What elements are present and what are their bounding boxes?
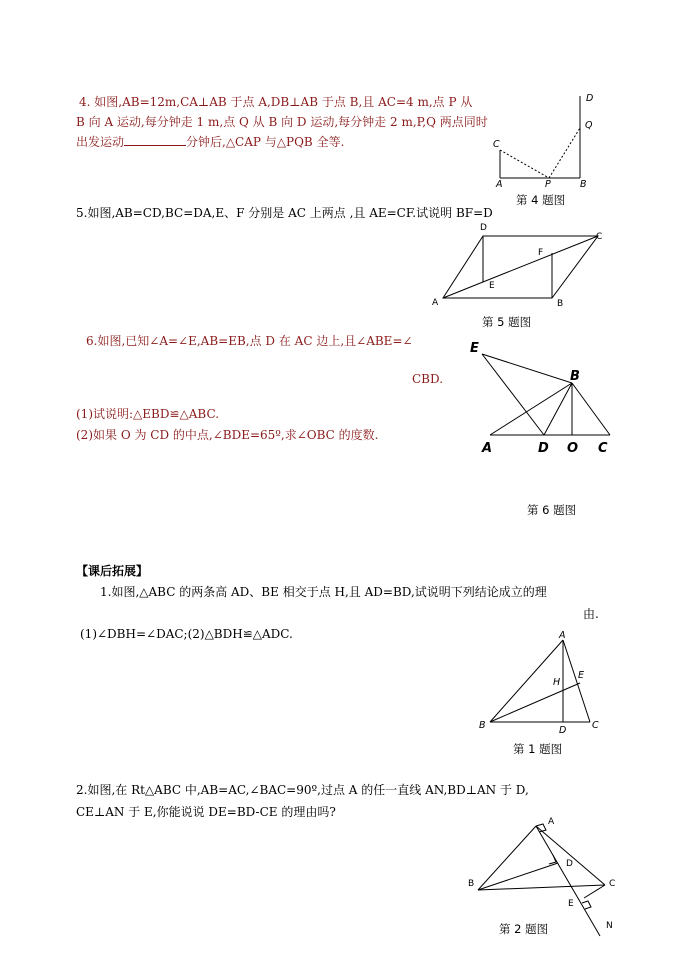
p6-label-E: E	[470, 341, 479, 356]
p6-figure	[460, 336, 625, 461]
p6-line1-cont: CBD.	[412, 372, 444, 386]
ext-q2-figure	[460, 800, 630, 940]
p4-line3-prefix: 出发运动	[76, 135, 125, 149]
ext-q1-line2: 由.	[583, 607, 599, 621]
ext-q2-label-N: N	[606, 921, 613, 931]
p6-label-O: O	[567, 441, 579, 456]
ext-q1-line3: (1)∠DBH=∠DAC;(2)△BDH≌△ADC.	[80, 627, 293, 641]
p6-q2: (2)如果 O 为 CD 的中点,∠BDE=65º,求∠OBC 的度数.	[76, 428, 379, 442]
ext-q2-line2: CE⊥AN 于 E,你能说说 DE=BD-CE 的理由吗?	[76, 805, 336, 819]
p6-label-A: A	[482, 441, 493, 456]
p6-label-D: D	[538, 441, 549, 456]
ext-q1-figure	[475, 628, 605, 736]
ext-q1-label-H: H	[553, 677, 561, 688]
ext-q1-label-E: E	[578, 670, 585, 681]
p5-label-A: A	[432, 298, 439, 308]
p6-caption: 第 6 题图	[527, 503, 577, 517]
p4-label-C: C	[493, 139, 500, 150]
p4-line3-suffix: 分钟后,△CAP 与△PQB 全等.	[186, 135, 345, 149]
p4-caption: 第 4 题图	[516, 193, 566, 207]
ext-q1-label-C: C	[592, 720, 599, 731]
p6-q1: (1)试说明:△EBD≌△ABC.	[76, 407, 220, 421]
ext-heading: 【课后拓展】	[76, 564, 149, 578]
ext-q2-label-C: C	[609, 879, 616, 889]
p5-label-F: F	[538, 248, 544, 258]
p6-label-B: B	[570, 369, 580, 384]
p4-label-P: P	[545, 179, 551, 188]
p4-label-A: A	[496, 179, 503, 188]
p5-label-D: D	[480, 223, 487, 233]
p5-label-C: C	[596, 232, 603, 242]
p4-line2: B 向 A 运动,每分钟走 1 m,点 Q 从 B 向 D 运动,每分钟走 2 m,P,Q 两点同时	[76, 115, 488, 129]
ext-q2-label-E: E	[568, 899, 574, 909]
p4-label-D: D	[586, 93, 594, 104]
p5-label-E: E	[489, 281, 495, 291]
p5-line1: 5.如图,AB=CD,BC=DA,E、F 分别是 AC 上两点 ,且 AE=CF.试说明 BF=D	[76, 206, 493, 220]
ext-q2-label-D: D	[566, 859, 573, 869]
ext-q1-label-B: B	[479, 720, 486, 731]
answer-blank	[124, 133, 186, 146]
p4-label-Q: Q	[585, 120, 593, 131]
ext-q1-line1: 1.如图,△ABC 的两条高 AD、BE 相交于点 H,且 AD=BD,试说明下列结论成立的理	[100, 585, 547, 599]
ext-q1-label-D: D	[559, 725, 567, 736]
ext-q1-label-A: A	[559, 630, 566, 641]
ext-q1-caption: 第 1 题图	[513, 742, 563, 756]
ext-q2-label-A: A	[548, 817, 555, 827]
p6-label-C: C	[598, 441, 608, 456]
p4-line3	[76, 133, 344, 150]
ext-q2-label-B: B	[468, 879, 475, 889]
p5-caption: 第 5 题图	[482, 315, 532, 329]
p5-figure	[428, 218, 613, 313]
p4-line1: 4. 如图,AB=12m,CA⊥AB 于点 A,DB⊥AB 于点 B,且 AC=4 m,点 P 从	[79, 95, 473, 109]
p4-figure	[485, 88, 605, 188]
p5-label-B: B	[557, 299, 564, 309]
p6-line1: 6.如图,已知∠A=∠E,AB=EB,点 D 在 AC 边上,且∠ABE=∠	[86, 334, 413, 348]
ext-q2-caption: 第 2 题图	[499, 922, 549, 936]
ext-q2-line1: 2.如图,在 Rt△ABC 中,AB=AC,∠BAC=90º,过点 A 的任一直线 AN,BD⊥AN 于 D,	[76, 783, 529, 797]
p4-label-B: B	[580, 179, 587, 188]
